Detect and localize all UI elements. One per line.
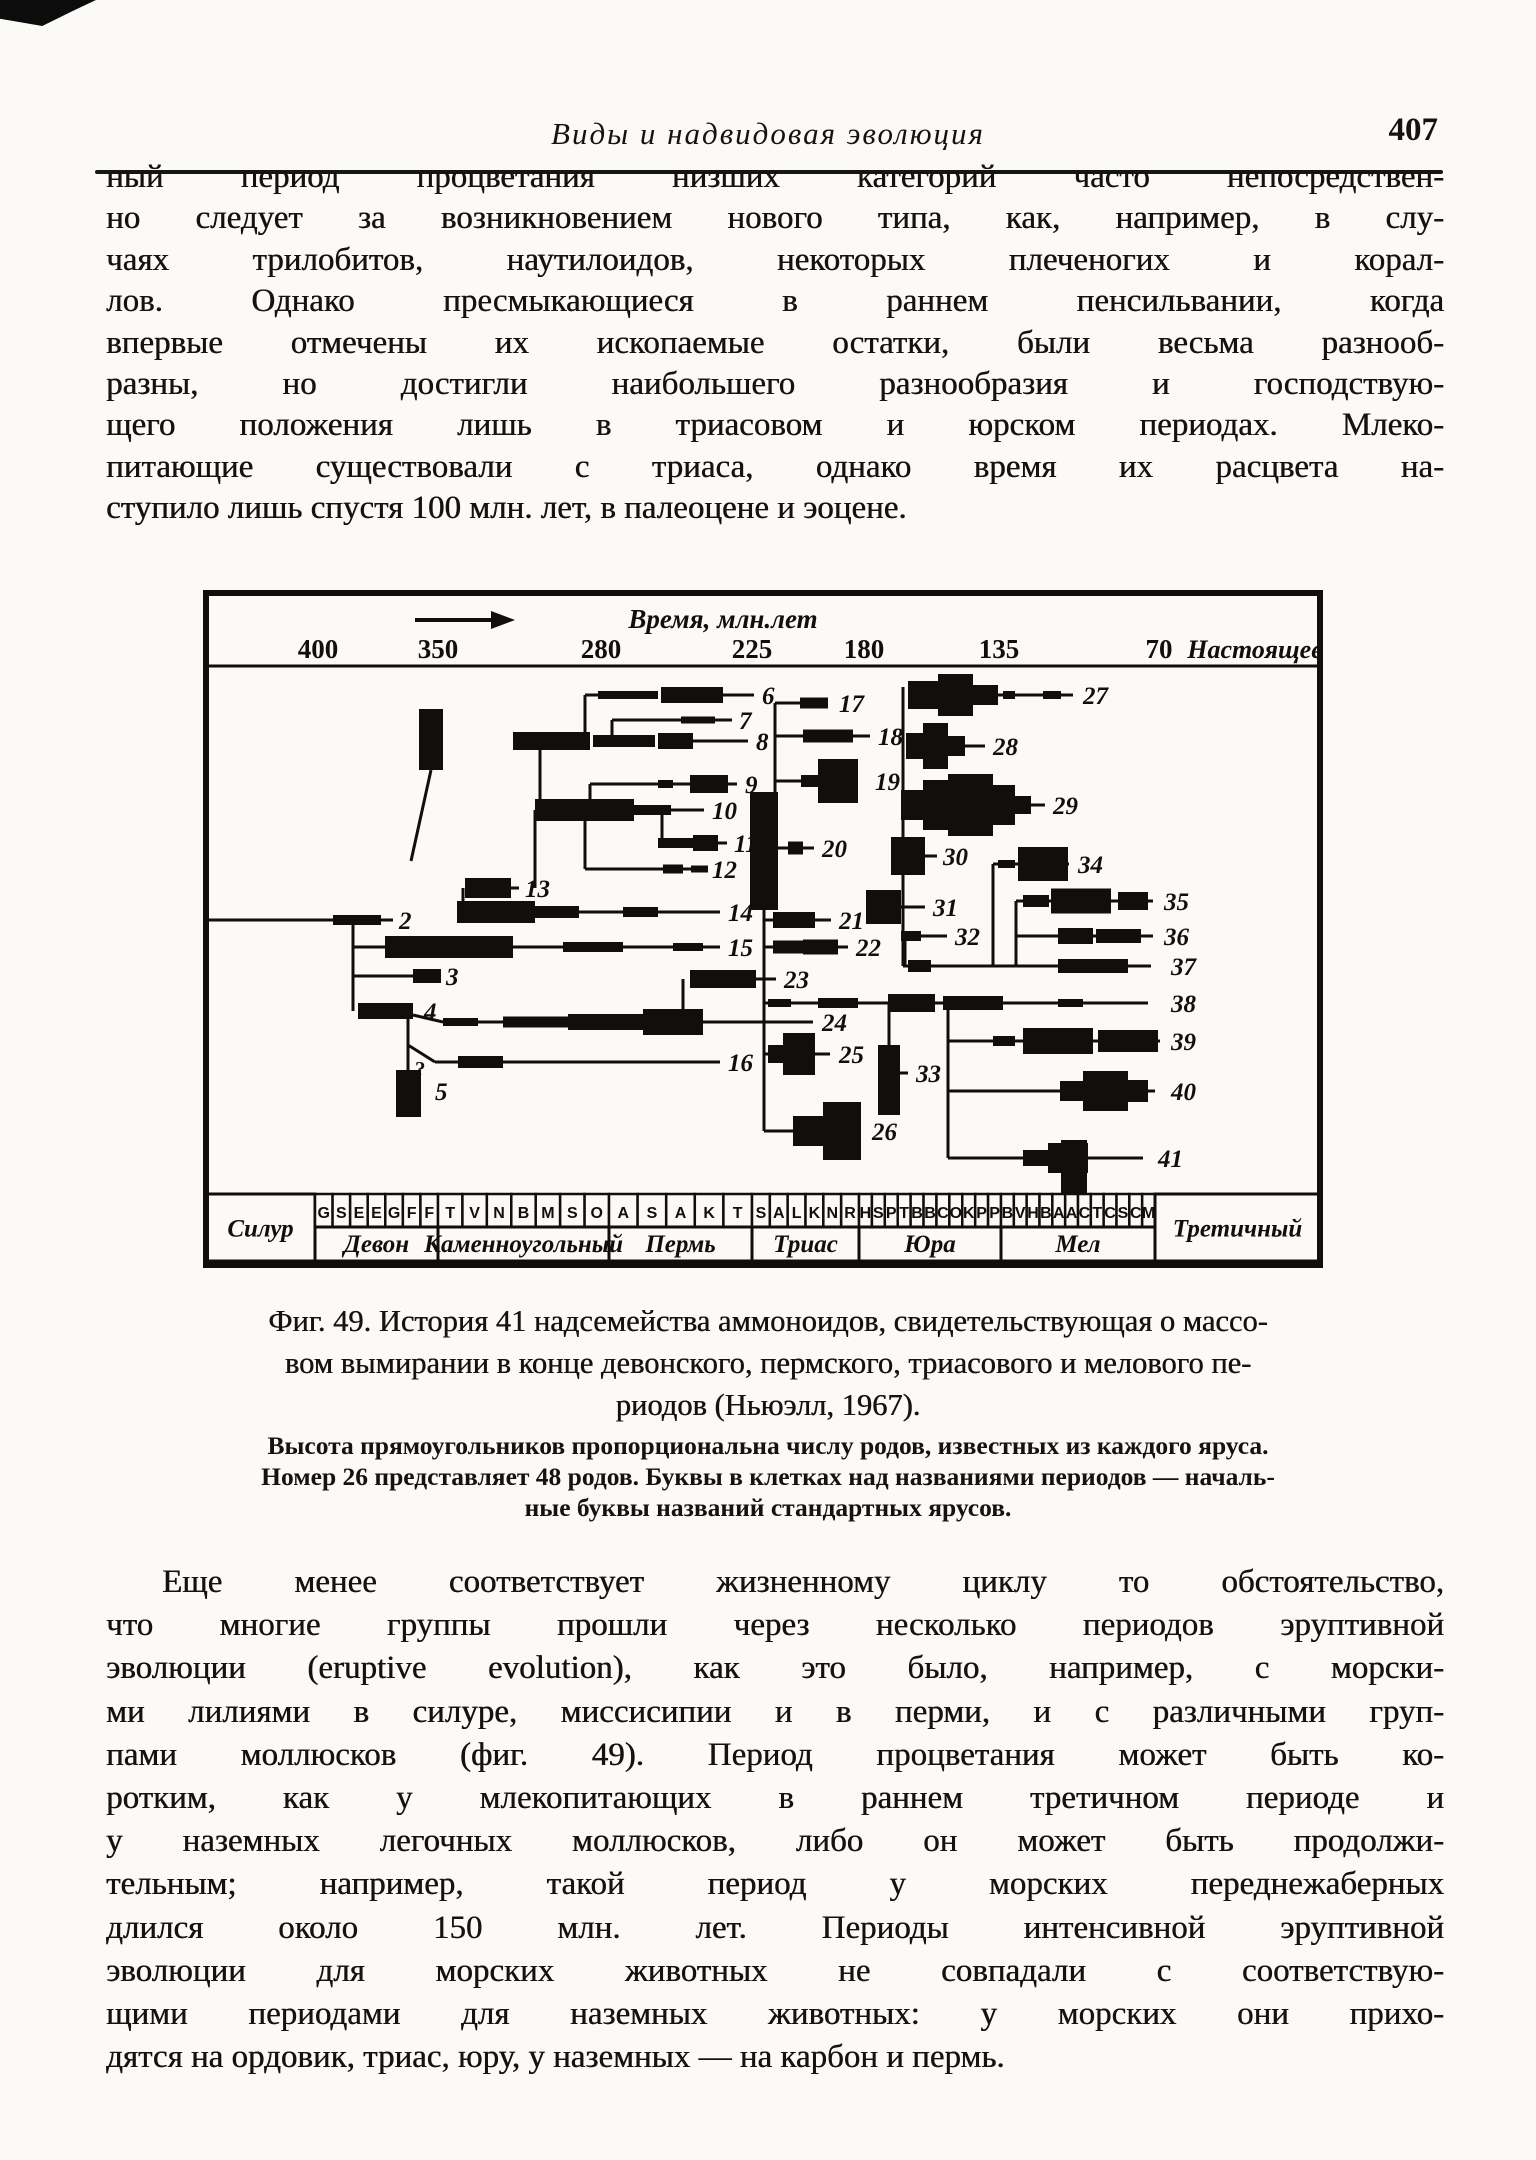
stage-letter: T — [899, 1205, 910, 1222]
lineage-label-35: 35 — [1164, 888, 1189, 916]
lineage-label-29: 29 — [1053, 792, 1078, 820]
spindle — [443, 1018, 478, 1026]
stage-letter: B — [911, 1205, 923, 1222]
text-line: пами моллюсков (фиг. 49). Период процветания может быть ко- — [106, 1736, 1444, 1773]
spindle — [690, 775, 728, 793]
spindle — [458, 1056, 503, 1068]
spindle — [1128, 1080, 1148, 1102]
running-title: Виды и надвидовая эволюция — [551, 116, 985, 151]
lineage-label-26: 26 — [872, 1118, 897, 1146]
lineage-label-27: 27 — [1083, 682, 1108, 710]
time-tick-label: 225 — [731, 634, 773, 664]
stage-letter: T — [1092, 1205, 1103, 1222]
spindle — [973, 685, 998, 705]
spindle — [1043, 691, 1061, 699]
text-line: ступило лишь спустя 100 млн. лет, в палеоцене и эоцене. — [106, 490, 907, 527]
lineage-label-9: 9 — [745, 771, 758, 799]
spindle — [1048, 1143, 1088, 1173]
spindle — [1098, 1030, 1158, 1052]
lineage-label-2: 2 — [399, 907, 412, 935]
spindle — [681, 717, 715, 724]
lineage-label-17: 17 — [839, 690, 864, 718]
spindle — [535, 906, 579, 918]
stage-letter: G — [317, 1205, 331, 1222]
stage-letter: V — [1014, 1205, 1026, 1222]
spindle — [413, 969, 441, 983]
time-tick-label: 350 — [417, 634, 459, 664]
period-name: Триас — [773, 1231, 838, 1258]
spindle — [691, 866, 708, 873]
spindle — [948, 736, 965, 756]
text-line: эволюции для морских животных не совпадали с соответствую- — [106, 1952, 1444, 1989]
lineage-label-24: 24 — [822, 1009, 847, 1037]
spindle — [803, 730, 853, 743]
spindle — [593, 735, 655, 747]
spindle — [673, 943, 703, 951]
text-line: Еще менее соответствует жизненному циклу то обстоятельство, — [162, 1564, 1444, 1600]
text-line: ные буквы названий стандартных ярусов. — [524, 1493, 1012, 1522]
text-line: Высота прямоугольников пропорциональна числу родов, известных из каждого яруса. — [267, 1431, 1269, 1460]
stage-letter: M — [541, 1205, 555, 1222]
stage-letter: S — [1117, 1205, 1129, 1222]
spindle — [793, 1116, 823, 1146]
stage-letter: K — [703, 1205, 715, 1222]
paragraph-1 — [106, 157, 1444, 530]
lineage-label-23: 23 — [784, 966, 809, 994]
bar-lineage-1 — [419, 709, 443, 770]
spindle — [693, 835, 718, 851]
lineage-label-30: 30 — [943, 843, 968, 871]
spindle — [465, 878, 511, 898]
spindle — [690, 970, 756, 988]
text-line: разны, но достигли наибольшего разнообразия и господствую- — [106, 366, 1444, 403]
spindle — [998, 860, 1015, 868]
text-line: Номер 26 представляет 48 родов. Буквы в клетках над названиями периодов — началь- — [261, 1462, 1275, 1491]
lineage-label-14: 14 — [728, 899, 753, 927]
lineage-label-25: 25 — [839, 1041, 864, 1069]
text-line: вом вымирании в конце девонского, пермского, триасового и мелового пе- — [284, 1346, 1252, 1380]
figure-49-diagram — [203, 590, 1323, 1268]
stage-letter: B — [1001, 1205, 1014, 1222]
stage-letter: M — [1141, 1205, 1156, 1222]
spindle — [901, 790, 923, 820]
lineage-label-40: 40 — [1171, 1078, 1196, 1106]
spindle — [663, 865, 683, 874]
spindle — [1058, 928, 1093, 944]
stage-letter: A — [772, 1205, 785, 1222]
text-line: длился около 150 млн. лет. Периоды интенсивной эруптивной — [106, 1909, 1444, 1946]
stage-letter: O — [590, 1205, 604, 1222]
period-name: Юра — [904, 1231, 956, 1258]
ammonoid-spindle-diagram — [203, 590, 1323, 1268]
lineage-label-5: 5 — [435, 1078, 448, 1106]
stage-letter: A — [674, 1205, 687, 1222]
spindle — [803, 940, 838, 955]
spindle — [823, 1102, 861, 1160]
spindle — [1003, 691, 1015, 699]
time-axis-title: Время, млн.лет — [628, 604, 818, 634]
text-line: ротким, как у млекопитающих в раннем третичном периоде и — [106, 1780, 1444, 1817]
stage-letter: L — [791, 1205, 802, 1222]
spindle — [598, 691, 658, 699]
figure-caption — [140, 1300, 1396, 1426]
text-line: что многие группы прошли через несколько периодов эруптивной — [106, 1607, 1444, 1644]
lineage-label-34: 34 — [1078, 851, 1103, 879]
lineage-label-3: 3 — [446, 963, 459, 991]
spindle — [1018, 847, 1068, 881]
stage-letter: N — [493, 1205, 505, 1222]
lineage-label-37: 37 — [1171, 953, 1196, 981]
lineage-label-28: 28 — [993, 733, 1018, 761]
stage-letter: K — [962, 1205, 975, 1222]
time-tick-label: 180 — [843, 634, 885, 664]
stage-letter: N — [826, 1205, 839, 1222]
stage-letter: C — [1104, 1205, 1116, 1222]
time-arrow-head — [491, 611, 515, 629]
period-name: Пермь — [645, 1231, 716, 1258]
stage-letter: H — [1027, 1205, 1039, 1222]
stage-letter: R — [844, 1205, 856, 1222]
text-line: у наземных легочных моллюсков, либо он может быть продолжи- — [106, 1823, 1444, 1860]
text-line: щими периодами для наземных животных: у морских они прихо- — [106, 1996, 1444, 2033]
spindle — [773, 941, 803, 954]
scan-corner-artifact — [0, 0, 96, 26]
time-tick-label: 135 — [978, 634, 1020, 664]
lineage-label-21: 21 — [839, 907, 864, 935]
period-name: Силур — [227, 1215, 294, 1243]
time-tick-label: 400 — [297, 634, 339, 664]
bar-lineage-33 — [878, 1045, 900, 1115]
spindle — [923, 780, 948, 830]
period-name: Каменноугольный — [423, 1231, 624, 1258]
spindle — [923, 723, 948, 769]
question-mark-label: ? — [415, 1057, 426, 1081]
stage-letter: G — [387, 1205, 401, 1222]
stage-letter: T — [445, 1205, 456, 1222]
spindle — [800, 698, 828, 709]
stage-letter: B — [517, 1205, 530, 1222]
spindle — [1023, 895, 1049, 907]
stage-letter: C — [937, 1205, 949, 1222]
page-number: 407 — [1388, 112, 1438, 148]
stage-letter: B — [924, 1205, 936, 1222]
spindle — [358, 1003, 413, 1019]
text-line: чаях трилобитов, наутилоидов, некоторых плеченогих и корал- — [106, 241, 1444, 278]
spindle — [906, 733, 923, 759]
spindle — [333, 915, 381, 925]
spindle — [1083, 1071, 1128, 1111]
spindle — [993, 1036, 1015, 1046]
spindle — [513, 732, 590, 750]
stage-letter: S — [873, 1205, 884, 1222]
time-tick-label: 70 — [1145, 634, 1173, 664]
spindle — [503, 1017, 568, 1028]
lineage-label-18: 18 — [878, 723, 903, 751]
period-name: Девон — [343, 1231, 410, 1258]
lineage-label-31: 31 — [933, 894, 958, 922]
text-line: тельным; например, такой период у морских переднежаберных — [106, 1866, 1444, 1903]
lineage-label-13: 13 — [525, 875, 550, 903]
text-line: щего положения лишь в триасовом и юрском периодах. Млеко- — [106, 407, 1444, 444]
stage-letter: O — [949, 1205, 963, 1222]
spindle — [385, 936, 513, 958]
spindle — [568, 1014, 643, 1030]
stage-letter: C — [1129, 1205, 1142, 1222]
spindle — [623, 907, 658, 917]
stage-letter: P — [976, 1205, 987, 1222]
text-line: лов. Однако пресмыкающиеся в раннем пенсильвании, когда — [106, 283, 1444, 320]
lineage-label-33: 33 — [916, 1060, 941, 1088]
text-line: эволюции (eruptive evolution), как это было, например, с морски- — [106, 1650, 1444, 1687]
stage-letter: F — [406, 1205, 417, 1222]
stage-letter: E — [353, 1205, 365, 1222]
stage-letter: B — [1040, 1205, 1052, 1222]
spindle — [643, 1009, 703, 1035]
present-label: Настоящее — [1187, 635, 1323, 664]
period-name: Мел — [1055, 1231, 1101, 1258]
spindle — [1060, 1081, 1083, 1101]
stage-letter: A — [1065, 1205, 1078, 1222]
stage-letter: C — [1078, 1205, 1091, 1222]
spindle — [938, 674, 973, 716]
text-line: ми лилиями в силуре, миссисипии и в перми, и с различными груп- — [106, 1693, 1444, 1730]
stage-letter: K — [808, 1205, 821, 1222]
spindle — [993, 785, 1015, 825]
lineage-label-38: 38 — [1171, 990, 1196, 1018]
lineage-label-8: 8 — [756, 728, 769, 756]
lineage-label-12: 12 — [712, 856, 737, 884]
stage-letter: A — [617, 1205, 630, 1222]
spindle — [658, 780, 673, 788]
text-line: но следует за возникновением нового типа, как, например, в слу- — [106, 200, 1444, 237]
text-line: Фиг. 49. История 41 надсемейства аммоноидов, свидетельствующая о массо- — [268, 1304, 1268, 1338]
time-tick-label: 280 — [580, 634, 622, 664]
spindle — [1023, 1028, 1093, 1054]
paragraph-2 — [106, 1561, 1444, 2079]
spindle — [661, 687, 723, 703]
spindle — [1023, 1150, 1048, 1166]
spindle — [783, 1033, 815, 1075]
spindle — [818, 759, 858, 803]
spindle — [908, 960, 931, 972]
lineage-label-11: 11 — [734, 830, 758, 858]
stage-letter: P — [885, 1205, 897, 1222]
spindle — [1058, 959, 1128, 973]
spindle — [773, 912, 815, 928]
text-line: риодов (Ньюэлл, 1967). — [615, 1388, 921, 1422]
stage-letter: S — [336, 1205, 347, 1222]
lineage-label-15: 15 — [728, 934, 753, 962]
spindle — [818, 998, 858, 1008]
stage-letter: H — [859, 1205, 872, 1222]
spindle — [788, 842, 803, 855]
spindle — [457, 901, 535, 923]
spindle — [1058, 999, 1083, 1007]
spindle — [1118, 892, 1148, 910]
lineage-label-22: 22 — [856, 934, 881, 962]
stage-letter: S — [646, 1205, 658, 1222]
lineage-label-7: 7 — [739, 707, 752, 735]
stage-letter: A — [1052, 1205, 1065, 1222]
lineage-label-32: 32 — [955, 923, 980, 951]
stage-letter: S — [755, 1205, 767, 1222]
spindle — [1051, 889, 1111, 914]
lineage-label-41: 41 — [1158, 1145, 1183, 1173]
lineage-label-19: 19 — [875, 768, 900, 796]
spindle — [768, 999, 791, 1007]
spindle — [768, 1045, 783, 1063]
spindle — [658, 838, 693, 848]
figure-subcaption — [112, 1430, 1424, 1523]
spindle — [563, 942, 623, 952]
spindle — [535, 799, 634, 821]
stage-letter: F — [424, 1205, 435, 1222]
spindle — [948, 774, 993, 836]
spindle — [634, 805, 671, 815]
branch-line — [411, 770, 431, 861]
spindle — [658, 733, 693, 749]
lineage-label-6: 6 — [762, 682, 775, 710]
lineage-label-4: 4 — [424, 998, 437, 1026]
stage-letter: E — [371, 1205, 382, 1222]
text-line: ный период процветания низших категорий часто непосредствен- — [106, 159, 1444, 195]
period-name: Третичный — [1172, 1215, 1303, 1243]
stage-letter: S — [567, 1205, 578, 1222]
spindle — [891, 837, 925, 875]
spindle — [943, 996, 1003, 1010]
text-line: дятся на ордовик, триас, юру, у наземных — на карбон и пермь. — [106, 2039, 1005, 2076]
lineage-label-16: 16 — [728, 1049, 753, 1077]
spindle — [1015, 796, 1031, 814]
stage-letter: T — [732, 1205, 743, 1222]
lineage-label-39: 39 — [1171, 1028, 1196, 1056]
spindle — [908, 681, 938, 709]
spindle — [901, 931, 921, 941]
lineage-label-10: 10 — [712, 797, 737, 825]
spindle — [888, 994, 935, 1012]
text-line: впервые отмечены их ископаемые остатки, были весьма разнооб- — [106, 324, 1444, 361]
lineage-label-36: 36 — [1164, 923, 1189, 951]
text-line: питающие существовали с триаса, однако время их расцвета на- — [106, 448, 1444, 485]
stage-letter: P — [989, 1205, 1000, 1222]
lineage-label-20: 20 — [822, 835, 847, 863]
spindle — [1096, 929, 1141, 943]
spindle — [866, 890, 901, 924]
stage-letter: V — [469, 1205, 480, 1222]
spindle — [801, 775, 818, 787]
